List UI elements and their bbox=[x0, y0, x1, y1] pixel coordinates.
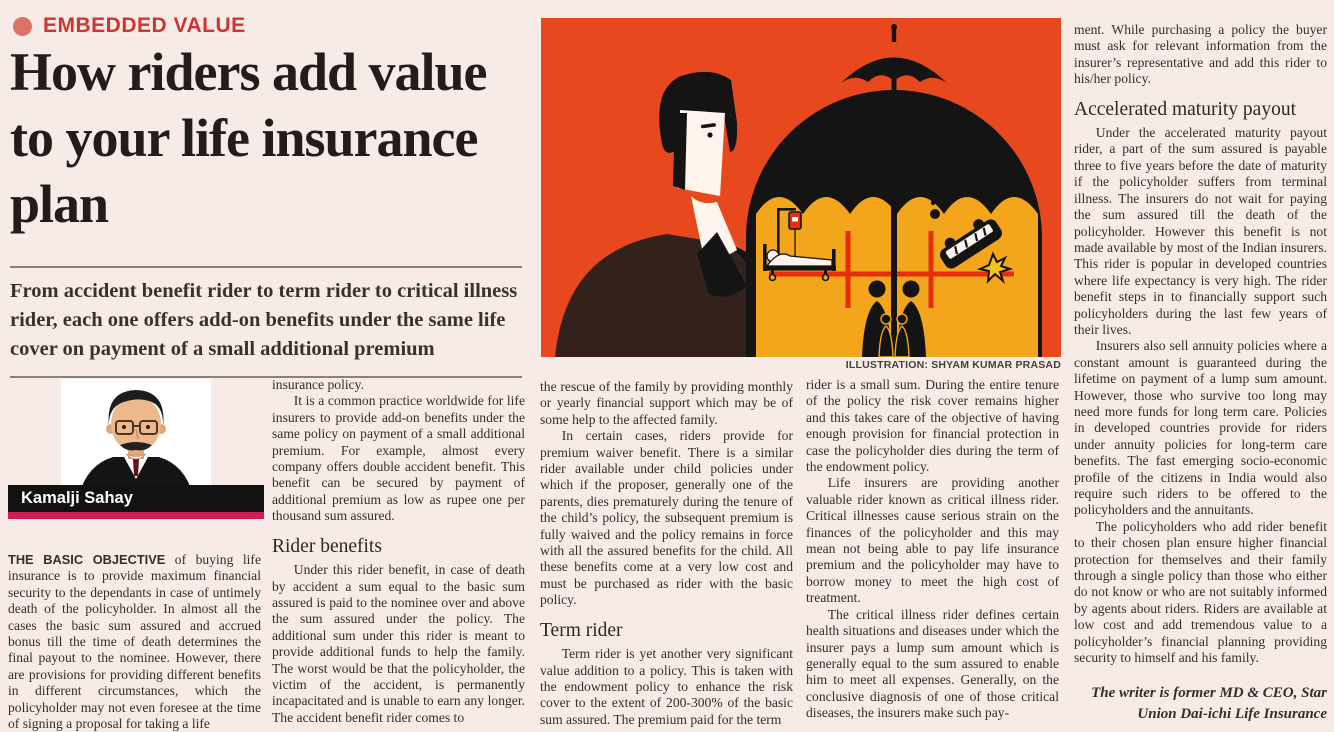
paragraph: the rescue of the family by providing monthly or yearly financial support which may be of some help to the affected family. bbox=[540, 379, 793, 427]
paragraph: rider is a small sum. During the entire tenure of the policy the risk cover remains higher and this takes care of the objective of having enough provision for financial protection in case the policyholder dies during the term of the endowment policy. bbox=[806, 377, 1059, 475]
paragraph: The policyholders who add rider benefit to their chosen plan ensure higher financial protection for themselves and their family through a single policy than those who either do not know or who are not suitably informed by agents about riders. Riders are available at low cost and add tremendous value to a policyholder’s financial planning providing security to himself and his family. bbox=[1074, 518, 1327, 666]
writer-credit: The writer is former MD & CEO, Star Union Dai-ichi Life Insurance bbox=[1091, 685, 1327, 723]
paragraph bbox=[8, 552, 261, 732]
author-accent-strip bbox=[8, 512, 264, 519]
paragraph: ment. While purchasing a policy the buyer must ask for relevant information from the insurer’s representative and add this rider to his/her policy. bbox=[1074, 22, 1327, 87]
paragraph: Insurers also sell annuity policies where a constant amount is guaranteed during the lifetime on payment of a lump sum amount. However, those who survive too long may need more funds for long term care. Policies in developed countries provide for riders under annuity policies for long-term care benefits. The fast emerging socio-economic profile of the citizens in India would also require such riders to be offered to the policyholders and the annuitants. bbox=[1074, 338, 1327, 518]
paragraph: Life insurers are providing another valuable rider known as critical illness rider. Critical illnesses cause serious strain on the finances of the policyholder and this may mean not being able to pay life insurance premium and the policyholder may have to borrow money to meet the high cost of treatment. bbox=[806, 475, 1059, 606]
lead-in: THE BASIC OBJECTIVE bbox=[8, 552, 166, 567]
paragraph: It is a common practice worldwide for life insurers to provide add-on benefits under the same policy on payment of a small additional premium. For example, almost every company offers double accident benefit. This benefit can be secured by payment of additional premium as low as rupee one per thousand sum assured. bbox=[272, 393, 525, 524]
kicker bbox=[13, 14, 246, 38]
author-portrait-illustration bbox=[61, 379, 211, 495]
author-name: Kamalji Sahay bbox=[21, 489, 133, 507]
body-column-4 bbox=[806, 377, 1059, 722]
paragraph: Term rider is yet another very significant value addition to a policy. This is taken with the endowment policy to enhance the risk cover to the extent of 200-300% of the basic sum assured. The premium paid for the term bbox=[540, 646, 793, 727]
author-caption-bar bbox=[8, 485, 264, 512]
body-column-1 bbox=[8, 552, 261, 732]
kicker-label: EMBEDDED VALUE bbox=[43, 14, 246, 37]
umbrella-pole bbox=[891, 93, 897, 357]
illustration-credit: ILLUSTRATION: SHYAM KUMAR PRASAD bbox=[845, 359, 1061, 371]
paragraph: In certain cases, riders provide for premium waiver benefit. There is a similar rider available under child policies under which if the proposer, generally one of the parents, dies prematurely during the tenure of the child’s policy, the subsequent premium is fully waived and the policy remains in force with all the assured benefits for the child. All these benefits come at a very low cost and must be purchased as rider with the basic policy. bbox=[540, 428, 793, 608]
kicker-dot-icon bbox=[13, 17, 32, 36]
paragraph: Under the accelerated maturity payout rider, a part of the sum assured is payable three to five years before the date of maturity if the policyholder suffers from terminal illness. The insurers do not wait for paying the sum assured till the death of the policyholder. However this benefit is not made available by most of the Indian insurers. This rider is popular in developed countries where life expectancy is very high. The rider benefit steps in to financially support such policyholders during the last few years of their lives. bbox=[1074, 125, 1327, 337]
standfirst: From accident benefit rider to term rider to critical illness rider, each one offers add-on benefits under the same life cover on payment of a small additional premium bbox=[10, 266, 522, 378]
body-column-5 bbox=[1074, 22, 1327, 725]
section-heading-accelerated-maturity-payout: Accelerated maturity payout bbox=[1074, 98, 1296, 120]
paragraph: insurance policy. bbox=[272, 377, 364, 392]
section-heading-term-rider: Term rider bbox=[540, 619, 623, 641]
paragraph: The critical illness rider defines certain health situations and diseases under which the insurer pays a lump sum amount which is generally equal to the sum assured to enable him to meet all expenses. Generally, on the conclusive diagnosis of one of those critical diseases, the insurers make such pay- bbox=[806, 606, 1059, 721]
umbrella-illustration bbox=[541, 18, 1061, 357]
section-heading-rider-benefits: Rider benefits bbox=[272, 535, 382, 557]
author-figure bbox=[8, 379, 264, 519]
body-column-3 bbox=[540, 379, 793, 728]
body-column-2 bbox=[272, 377, 525, 726]
paragraph-text: of buying life insurance is to provide maximum financial security to the dependants in case of untimely death of the policyholder. In almost all the cases the basic sum assured and accrued bonus till the time of death determines the final payout to the nominee. However, there are provisions for providing different benefits in different circumstances, which the policyholder may not even foresee at the time of signing a proposal for taking a life bbox=[8, 552, 261, 732]
paragraph: Under this rider benefit, in case of death by accident a sum equal to the basic sum assured is paid to the nominee over and above the sum assured under the policy. The additional sum under this rider is meant to provide additional funds to help the family. The worst would be that the policyholder, the victim of the accident, is permanently incapacitated and is unable to earn any longer. The accident benefit rider comes to bbox=[272, 562, 525, 725]
headline: How riders add value to your life insurance plan bbox=[10, 42, 487, 234]
